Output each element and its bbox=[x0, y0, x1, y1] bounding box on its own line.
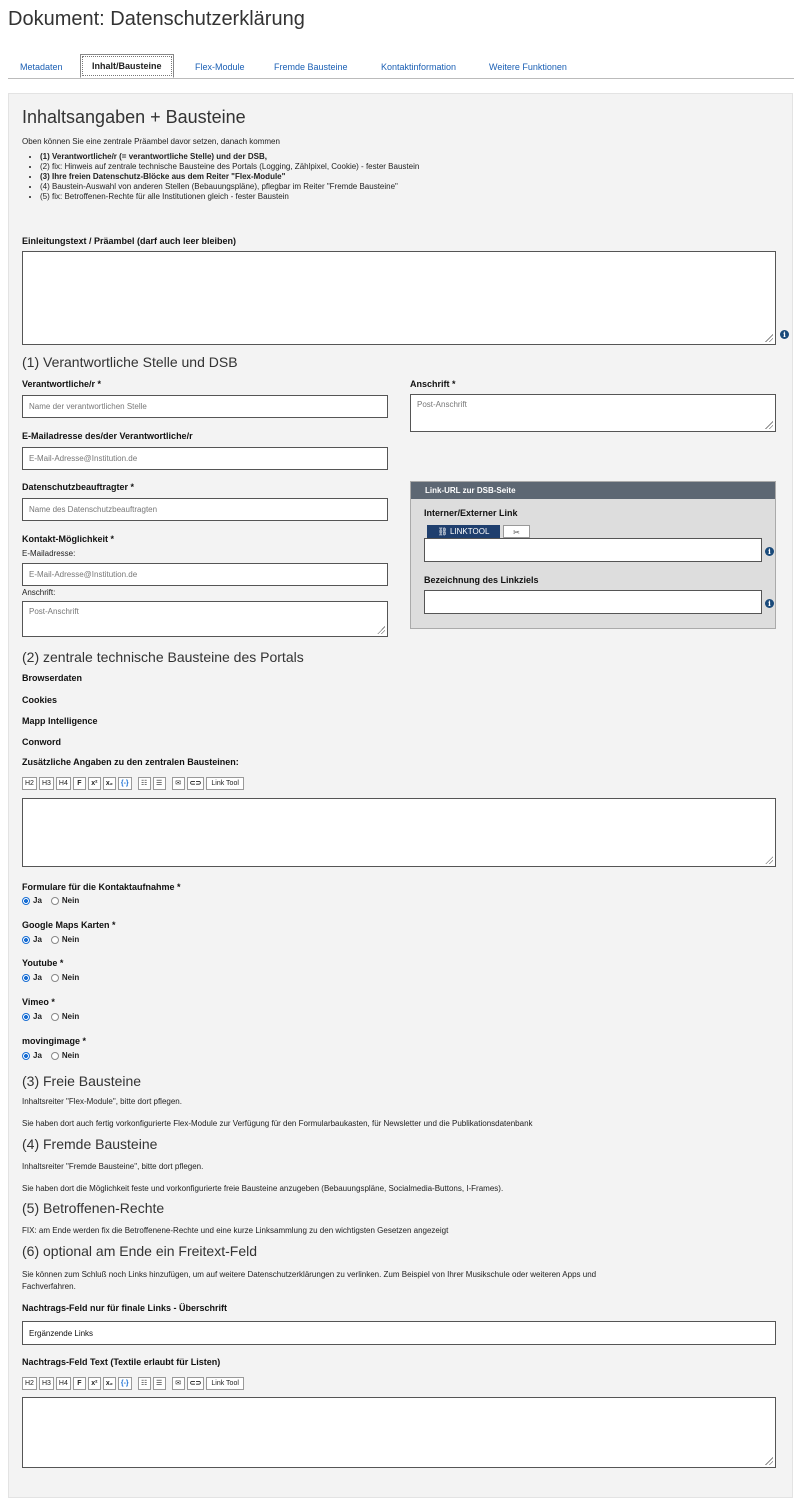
h2-button[interactable]: H2 bbox=[22, 777, 37, 790]
radio-group-google-maps: Ja Nein bbox=[22, 935, 79, 944]
contact-address-label: Anschrift: bbox=[22, 588, 56, 597]
editor-toolbar bbox=[22, 1377, 244, 1390]
dsb-link-target-label: Bezeichnung des Linkziels bbox=[424, 575, 539, 585]
section2-item: Conword bbox=[22, 737, 61, 747]
address-label: Anschrift * bbox=[410, 379, 456, 389]
radio-group-forms: Ja Nein bbox=[22, 896, 79, 905]
radio-group-label: Formulare für die Kontaktaufnahme * bbox=[22, 882, 181, 892]
bold-button[interactable]: F bbox=[73, 1377, 86, 1390]
tab-metadaten[interactable]: Metadaten bbox=[20, 62, 63, 72]
radio-no[interactable] bbox=[51, 974, 59, 982]
preamble-label: Einleitungstext / Präambel (darf auch leer bleiben) bbox=[22, 236, 237, 246]
section2-extra-label: Zusätzliche Angaben zu den zentralen Bausteinen: bbox=[22, 757, 239, 767]
tab-fremde-bausteine[interactable]: Fremde Bausteine bbox=[274, 62, 348, 72]
preamble-textarea[interactable] bbox=[22, 251, 776, 345]
intro-heading: Inhaltsangaben + Bausteine bbox=[22, 107, 246, 127]
final-text-textarea[interactable] bbox=[22, 1397, 776, 1468]
radio-group-label: Google Maps Karten * bbox=[22, 920, 116, 930]
editor-toolbar bbox=[22, 777, 244, 790]
final-title-label: Nachtrags-Feld nur für finale Links - Überschrift bbox=[22, 1303, 228, 1313]
tab-flex-module[interactable]: Flex-Module bbox=[195, 62, 245, 72]
radio-no[interactable] bbox=[51, 1052, 59, 1060]
section5-heading: (5) Betroffenen-Rechte bbox=[22, 1200, 165, 1216]
h3-button[interactable]: H3 bbox=[39, 777, 54, 790]
section2-item: Mapp Intelligence bbox=[22, 716, 98, 726]
intro-item: • (2) fix: Hinweis auf zentrale technische Bausteine des Portals (Logging, Zählpixel, Cookie) - fester Baustein bbox=[40, 162, 419, 172]
section4-heading: (4) Fremde Bausteine bbox=[22, 1136, 158, 1152]
radio-no[interactable] bbox=[51, 1013, 59, 1021]
bold-button[interactable]: F bbox=[73, 777, 86, 790]
radio-group-movingimage: Ja Nein bbox=[22, 1051, 79, 1060]
dsb-label: Datenschutzbeauftragter * bbox=[22, 482, 135, 492]
contact-address-textarea[interactable] bbox=[22, 601, 388, 637]
email-input[interactable] bbox=[22, 447, 388, 470]
section6-heading: (6) optional am Ende ein Freitext-Feld bbox=[22, 1243, 257, 1259]
email-label: E-Mailadresse des/der Verantwortliche/r bbox=[22, 431, 193, 441]
link-tool-button[interactable]: Link Tool bbox=[206, 1377, 244, 1390]
info-icon[interactable]: i bbox=[765, 599, 774, 608]
dsb-link-target-input[interactable] bbox=[424, 590, 762, 614]
superscript-button[interactable]: x² bbox=[88, 1377, 101, 1390]
radio-yes[interactable] bbox=[22, 1013, 30, 1021]
numbered-list-button[interactable]: ☰ bbox=[153, 777, 166, 790]
mail-button[interactable]: ✉ bbox=[172, 777, 185, 790]
intro-item: • (5) fix: Betroffenen-Rechte für alle Institutionen gleich - fester Baustein bbox=[40, 192, 419, 202]
intro-item: • (4) Baustein-Auswahl von anderen Stellen (Bebauungspläne), pflegbar im Reiter "Fremde Bausteine" bbox=[40, 182, 419, 192]
h2-button[interactable]: H2 bbox=[22, 1377, 37, 1390]
radio-group-vimeo: Ja Nein bbox=[22, 1012, 79, 1021]
contact-email-label: E-Mailadresse: bbox=[22, 549, 76, 558]
radio-group-label: Youtube * bbox=[22, 958, 64, 968]
subscript-button[interactable]: x₂ bbox=[103, 777, 116, 790]
numbered-list-button[interactable]: ☰ bbox=[153, 1377, 166, 1390]
final-title-input[interactable] bbox=[22, 1321, 776, 1345]
h4-button[interactable]: H4 bbox=[56, 777, 71, 790]
dsb-link-input[interactable] bbox=[424, 538, 762, 562]
section2-heading: (2) zentrale technische Bausteine des Portals bbox=[22, 649, 304, 665]
page-title: Dokument: Datenschutzerklärung bbox=[8, 8, 305, 30]
code-button[interactable]: {-} bbox=[118, 1377, 132, 1390]
radio-group-youtube: Ja Nein bbox=[22, 973, 79, 982]
intro-item: • (1) Verantwortliche/r (= verantwortliche Stelle) und der DSB, bbox=[40, 152, 419, 162]
section1-heading: (1) Verantwortliche Stelle und DSB bbox=[22, 354, 238, 370]
radio-yes[interactable] bbox=[22, 974, 30, 982]
info-icon[interactable]: i bbox=[780, 330, 789, 339]
radio-no[interactable] bbox=[51, 897, 59, 905]
radio-group-label: movingimage * bbox=[22, 1036, 87, 1046]
section2-extra-textarea[interactable] bbox=[22, 798, 776, 867]
code-button[interactable]: {-} bbox=[118, 777, 132, 790]
section3-heading: (3) Freie Bausteine bbox=[22, 1073, 142, 1089]
bullet-list-button[interactable]: ☷ bbox=[138, 1377, 151, 1390]
tab-kontaktinformation[interactable]: Kontaktinformation bbox=[381, 62, 457, 72]
radio-yes[interactable] bbox=[22, 897, 30, 905]
intro-text: Oben können Sie eine zentrale Präambel davor setzen, danach kommen bbox=[22, 137, 280, 146]
link-button[interactable]: ⊂⊃ bbox=[187, 777, 205, 790]
address-textarea[interactable] bbox=[410, 394, 776, 432]
section4-line: Sie haben dort die Möglichkeit feste und vorkonfigurierte freie Bausteine anzugeben (Bebauungspläne, Socialmedia-Buttons, I-Frames). bbox=[22, 1184, 504, 1193]
section6-line: Sie können zum Schluß noch Links hinzufügen, um auf weitere Datenschutzerklärungen zu verlinken. Zum Beispiel von Ihrer Musikschule oder weiteren Apps und bbox=[22, 1270, 597, 1279]
responsible-input[interactable] bbox=[22, 395, 388, 418]
section5-line: FIX: am Ende werden fix die Betroffenene-Rechte und eine kurze Linksammlung zu den wichtigsten Gesetzen angezeigt bbox=[22, 1226, 449, 1235]
dsb-input[interactable] bbox=[22, 498, 388, 521]
unlink-icon: ✂ bbox=[513, 528, 520, 537]
section6-line: Fachverfahren. bbox=[22, 1282, 76, 1291]
bullet-list-button[interactable]: ☷ bbox=[138, 777, 151, 790]
final-text-label: Nachtrags-Feld Text (Textile erlaubt für Listen) bbox=[22, 1357, 221, 1367]
responsible-label: Verantwortliche/r * bbox=[22, 379, 102, 389]
intro-list bbox=[26, 152, 419, 202]
contact-label: Kontakt-Möglichkeit * bbox=[22, 534, 115, 544]
contact-email-input[interactable] bbox=[22, 563, 388, 586]
link-icon: ⛓ bbox=[437, 527, 448, 536]
mail-button[interactable]: ✉ bbox=[172, 1377, 185, 1390]
subscript-button[interactable]: x₂ bbox=[103, 1377, 116, 1390]
info-icon[interactable]: i bbox=[765, 547, 774, 556]
section3-line: Inhaltsreiter "Flex-Module", bitte dort pflegen. bbox=[22, 1097, 182, 1106]
h4-button[interactable]: H4 bbox=[56, 1377, 71, 1390]
tab-bar bbox=[8, 54, 794, 79]
tab-weitere-funktionen[interactable]: Weitere Funktionen bbox=[489, 62, 567, 72]
unlink-button[interactable] bbox=[503, 525, 530, 538]
link-tool-button[interactable]: Link Tool bbox=[206, 777, 244, 790]
dsb-link-label: Interner/Externer Link bbox=[424, 508, 518, 518]
radio-group-label: Vimeo * bbox=[22, 997, 55, 1007]
section4-line: Inhaltsreiter "Fremde Bausteine", bitte dort pflegen. bbox=[22, 1162, 204, 1171]
tab-inhalt-bausteine[interactable]: Inhalt/Bausteine bbox=[80, 54, 174, 78]
section3-line: Sie haben dort auch fertig vorkonfigurierte Flex-Module zur Verfügung für den Formularbaukasten, für Newsletter und die Publikationsdatenbank bbox=[22, 1119, 533, 1128]
superscript-button[interactable]: x² bbox=[88, 777, 101, 790]
link-button[interactable]: ⊂⊃ bbox=[187, 1377, 205, 1390]
radio-yes[interactable] bbox=[22, 936, 30, 944]
intro-item: • (3) Ihre freien Datenschutz-Blöcke aus dem Reiter "Flex-Module" bbox=[40, 172, 419, 182]
dsb-link-box-title: Link-URL zur DSB-Seite bbox=[411, 482, 775, 499]
radio-yes[interactable] bbox=[22, 1052, 30, 1060]
section2-item: Cookies bbox=[22, 695, 58, 705]
section2-item: Browserdaten bbox=[22, 673, 83, 683]
radio-no[interactable] bbox=[51, 936, 59, 944]
linktool-button[interactable]: ⛓ LINKTOOL bbox=[427, 525, 500, 538]
h3-button[interactable]: H3 bbox=[39, 1377, 54, 1390]
